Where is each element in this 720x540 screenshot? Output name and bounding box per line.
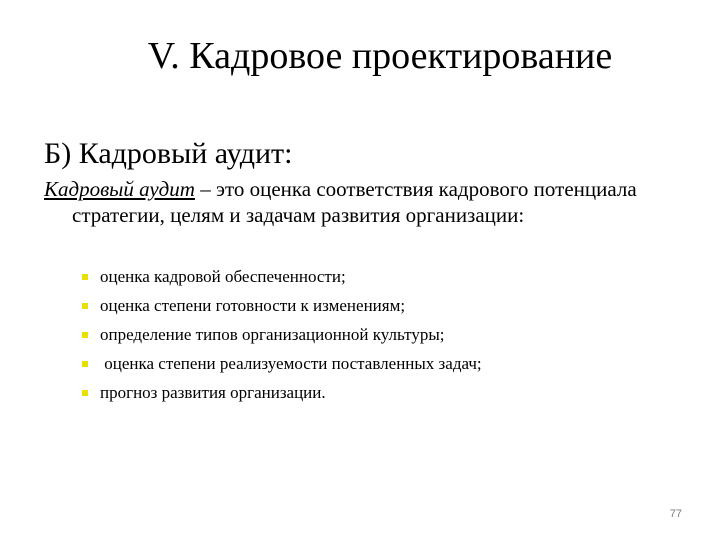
square-bullet-icon bbox=[82, 361, 88, 367]
definition-text: – это оценка соответствия кадрового потенциала стратегии, целям и задачам развития организации: bbox=[72, 177, 637, 227]
list-item bbox=[82, 262, 642, 291]
list-item bbox=[82, 378, 642, 407]
square-bullet-icon bbox=[82, 390, 88, 396]
definition-term: Кадровый аудит bbox=[44, 177, 195, 201]
section-subtitle: Б) Кадровый аудит: bbox=[44, 137, 293, 170]
page-number: 77 bbox=[669, 508, 682, 520]
slide-title: V. Кадровое проектирование bbox=[147, 35, 613, 77]
list-item-text: прогноз развития организации. bbox=[100, 382, 326, 402]
list-item-text: оценка степени реализуемости поставленных задач; bbox=[100, 353, 482, 373]
bullet-list bbox=[82, 262, 642, 407]
square-bullet-icon bbox=[82, 274, 88, 280]
list-item bbox=[82, 291, 642, 320]
definition-paragraph bbox=[44, 176, 672, 228]
square-bullet-icon bbox=[82, 303, 88, 309]
list-item-text: оценка степени готовности к изменениям; bbox=[100, 295, 406, 315]
list-item bbox=[82, 349, 642, 378]
square-bullet-icon bbox=[82, 332, 88, 338]
list-item bbox=[82, 320, 642, 349]
list-item-text: оценка кадровой обеспеченности; bbox=[100, 266, 346, 286]
list-item-text: определение типов организационной культуры; bbox=[100, 324, 445, 344]
